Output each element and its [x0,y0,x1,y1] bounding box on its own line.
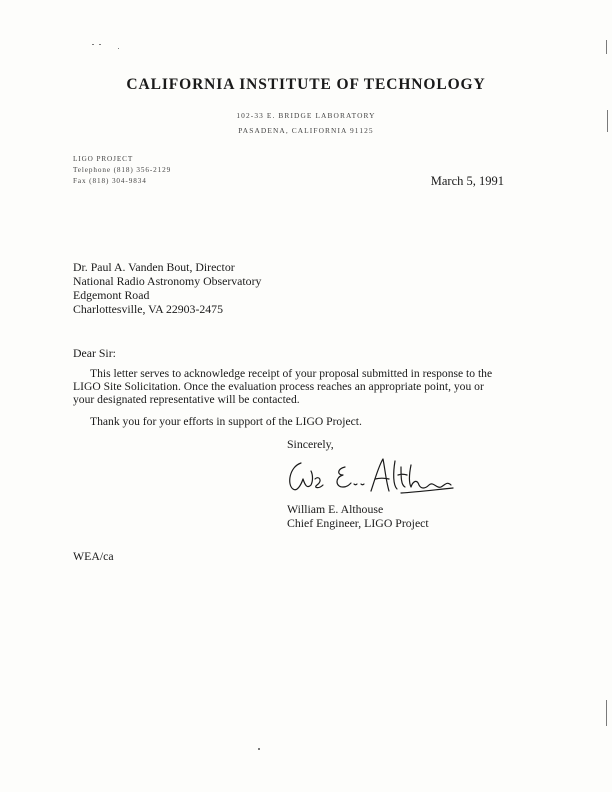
body-paragraph-2 [73,415,503,428]
recipient-line: Dr. Paul A. Vanden Bout, Director [73,260,235,274]
address-line-2: PASADENA, CALIFORNIA 91125 [238,126,374,135]
address-line-1: 102-33 E. BRIDGE LABORATORY [236,111,376,120]
paragraph-text: Thank you for your efforts in support of the LIGO Project. [90,415,362,428]
fax: Fax (818) 304-9834 [73,177,147,185]
scan-speck [118,48,119,49]
salutation: Dear Sir: [73,346,116,360]
handwritten-signature [283,455,458,500]
signer-block [287,502,429,530]
letter-date: March 5, 1991 [430,174,504,188]
paragraph-text: This letter serves to acknowledge receipt of your proposal submitted in response to the LIGO Site Solicitation. Once the evaluation process reaches an appropriate point, you or your designated representative will be contacted. [73,367,493,407]
project-name: LIGO PROJECT [73,155,134,163]
recipient-line: National Radio Astronomy Observatory [73,274,262,288]
body-paragraph-1 [73,367,503,407]
closing: Sincerely, [287,437,334,451]
scan-speck [606,700,607,726]
signer-name: William E. Althouse [287,502,384,516]
signer-title: Chief Engineer, LIGO Project [287,516,429,530]
scan-speck [258,748,260,750]
scan-speck [606,40,607,54]
institution-name: CALIFORNIA INSTITUTE OF TECHNOLOGY [126,76,486,93]
scan-speck [92,44,94,45]
telephone: Telephone (818) 356-2129 [73,166,172,174]
recipient-line: Edgemont Road [73,288,150,302]
recipient-address [73,260,261,316]
recipient-line: Charlottesville, VA 22903-2475 [73,302,223,316]
scan-speck [99,44,101,45]
reference-initials: WEA/ca [73,549,114,563]
